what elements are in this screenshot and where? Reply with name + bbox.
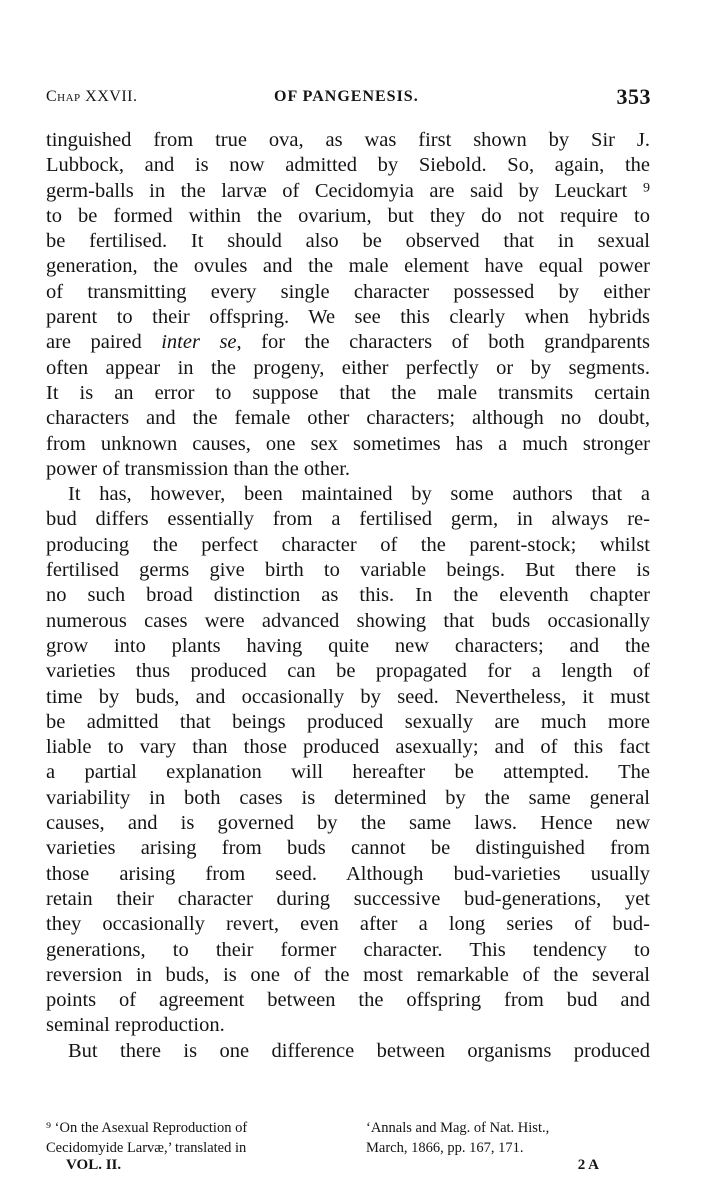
text-line: retain their character during successive bud-generations, yet bbox=[46, 887, 650, 910]
text-line: they occasionally revert, even after a long series of bud- bbox=[46, 913, 650, 936]
text-line: parent to their offspring. We see this clearly when hybrids bbox=[46, 306, 650, 329]
paragraph bbox=[46, 128, 650, 482]
text-line: It has, however, been maintained by some authors that a bbox=[68, 483, 650, 506]
text-line: producing the perfect character of the parent-stock; whilst bbox=[46, 533, 650, 556]
signature-line bbox=[46, 1157, 651, 1179]
text-line: those arising from seed. Although bud-varieties usually bbox=[46, 862, 650, 885]
text-line: bud differs essentially from a fertilised germ, in always re- bbox=[46, 508, 650, 531]
text-line: are paired inter se, for the characters of both grandparents bbox=[46, 331, 650, 354]
text-line: of transmitting every single character possessed by either bbox=[46, 280, 650, 303]
text-line: liable to vary than those produced asexually; and of this fact bbox=[46, 736, 650, 759]
text-line: power of transmission than the other. bbox=[46, 457, 351, 480]
footnote-line: ‘Annals and Mag. of Nat. Hist., bbox=[366, 1120, 550, 1136]
text-line: causes, and is governed by the same laws. Hence new bbox=[46, 812, 650, 835]
text-line: often appear in the progeny, either perfectly or by segments. bbox=[46, 356, 650, 379]
footnote-line: March, 1866, pp. 167, 171. bbox=[366, 1140, 524, 1156]
text-line: no such broad distinction as this. In the eleventh chapter bbox=[46, 584, 650, 607]
text-line: varieties thus produced can be propagated for a length of bbox=[46, 660, 650, 683]
text-line: characters and the female other characters; although no doubt, bbox=[46, 407, 650, 430]
text-line: be fertilised. It should also be observed that in sexual bbox=[46, 230, 650, 253]
text-line: points of agreement between the offspring from bud and bbox=[46, 989, 650, 1012]
text-line: fertilised germs give birth to variable beings. But there is bbox=[46, 559, 650, 582]
running-head bbox=[46, 84, 651, 114]
paragraph bbox=[46, 1039, 650, 1064]
text-line: numerous cases were advanced showing that buds occasionally bbox=[46, 609, 650, 632]
text-line: generation, the ovules and the male element have equal power bbox=[46, 255, 650, 278]
footnote-line: Cecidomyide Larvæ,’ translated in bbox=[46, 1140, 247, 1156]
text-line: a partial explanation will hereafter be attempted. The bbox=[46, 761, 650, 784]
text-line: time by buds, and occasionally by seed. Nevertheless, it must bbox=[46, 685, 650, 708]
paragraph bbox=[46, 482, 650, 1039]
text-line: grow into plants having quite new characters; and the bbox=[46, 634, 650, 657]
signature-mark: 2 A bbox=[577, 1157, 599, 1173]
page-number: 353 bbox=[616, 84, 651, 109]
text-line: tinguished from true ova, as was first shown by Sir J. bbox=[46, 129, 650, 151]
footnote-right-column bbox=[366, 1118, 651, 1158]
text-line: But there is one difference between organisms produced bbox=[68, 1039, 650, 1062]
text-line: generations, to their former character. This tendency to bbox=[46, 938, 650, 961]
text-line: seminal reproduction. bbox=[46, 1014, 225, 1037]
text-line: reversion in buds, is one of the most remarkable of the several bbox=[46, 963, 650, 986]
text-line: to be formed within the ovarium, but they do not require to bbox=[46, 204, 650, 227]
volume-label: VOL. II. bbox=[66, 1157, 122, 1173]
chapter-label: Chap XXVII. bbox=[46, 88, 138, 105]
text-line: variability in both cases is determined by the same general bbox=[46, 786, 650, 809]
text-line: Lubbock, and is now admitted by Siebold. So, again, the bbox=[46, 154, 650, 177]
text-line: from unknown causes, one sex sometimes has a much stronger bbox=[46, 432, 650, 455]
text-line: It is an error to suppose that the male transmits certain bbox=[46, 381, 650, 404]
footnote-left-column bbox=[46, 1118, 346, 1158]
body-text bbox=[46, 128, 650, 1064]
text-line: germ-balls in the larvæ of Cecidomyia are said by Leuckart ⁹ bbox=[46, 179, 650, 202]
footnote-line: ⁹ ‘On the Asexual Reproduction of bbox=[46, 1120, 248, 1136]
text-line: be admitted that beings produced sexually are much more bbox=[46, 710, 650, 733]
running-title: OF PANGENESIS. bbox=[274, 88, 419, 105]
text-line: varieties arising from buds cannot be distinguished from bbox=[46, 837, 650, 860]
italic-phrase: inter se bbox=[161, 331, 237, 354]
